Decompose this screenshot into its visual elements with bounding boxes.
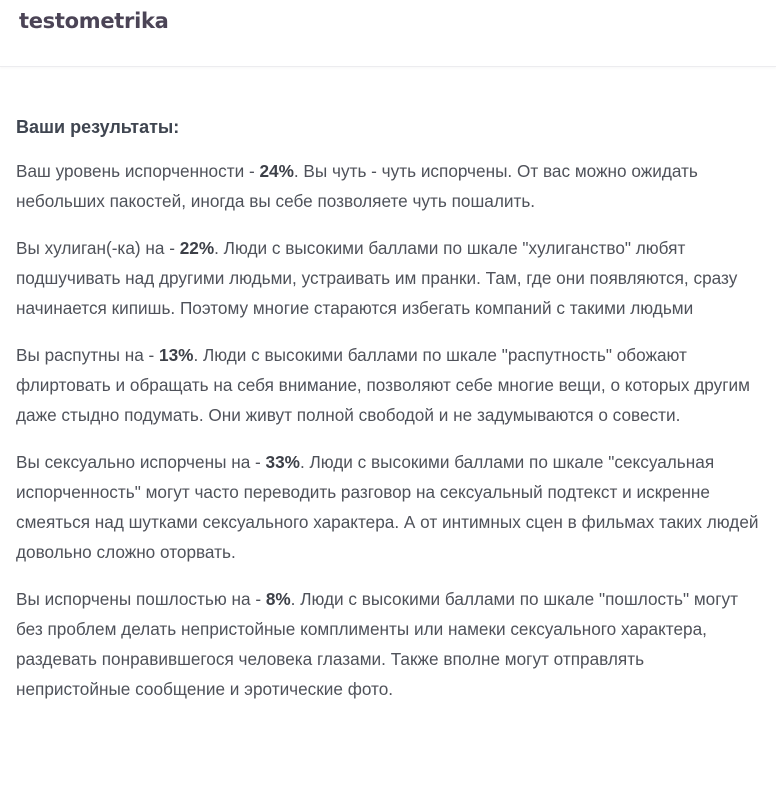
- result-value: 33%: [265, 452, 300, 472]
- result-prefix: Вы сексуально испорчены на -: [16, 452, 266, 472]
- result-prefix: Вы распутны на -: [16, 345, 160, 365]
- result-prefix: Вы испорчены пошлостью на -: [16, 589, 266, 609]
- site-logo[interactable]: testometrika: [19, 9, 169, 33]
- results-section: [0, 67, 776, 704]
- result-paragraph-sexual: [16, 447, 760, 567]
- result-value: 22%: [179, 238, 215, 258]
- result-paragraph-corruption: [16, 156, 760, 216]
- result-description: . Люди с высокими баллами по шкале "хулиганство" любят подшучивать над другими людьми, устраивать им пранки. Там, где они появляются, сразу начинается кипишь. Поэтому многие стараются избегать компаний с такими людьми: [16, 238, 738, 318]
- result-prefix: Вы хулиган(-ка) на -: [16, 238, 180, 258]
- result-description: . Вы чуть - чуть испорчены. От вас можно ожидать небольших пакостей, иногда вы себе позволяете чуть пошалить.: [16, 161, 698, 211]
- result-prefix: Ваш уровень испорченности -: [16, 161, 260, 181]
- result-paragraph-promiscuity: [16, 340, 760, 430]
- result-value: 13%: [159, 345, 194, 365]
- result-value: 8%: [265, 589, 291, 609]
- site-header: [0, 0, 776, 67]
- result-description: . Люди с высокими баллами по шкале "распутность" обожают флиртовать и обращать на себя внимание, позволяют себе многие вещи, о которых другим даже стыдно подумать. Они живут полной свободой и не задумываются о совести.: [16, 345, 750, 425]
- result-paragraph-hooligan: [16, 233, 760, 323]
- result-description: . Люди с высокими баллами по шкале "пошлость" могут без проблем делать непристойные комплименты или намеки сексуального характера, раздевать понравившегося человека глазами. Также вполне могут отправлять непристойные сообщение и эротические фото.: [16, 589, 738, 699]
- result-paragraph-vulgarity: [16, 584, 760, 704]
- result-description: . Люди с высокими баллами по шкале "сексуальная испорченность" могут часто переводить разговор на сексуальный подтекст и искренне смеяться над шутками сексуального характера. А от интимных сцен в фильмах таких людей довольно сложно оторвать.: [16, 452, 759, 562]
- result-value: 24%: [259, 161, 294, 181]
- results-title: Ваши результаты:: [16, 117, 180, 137]
